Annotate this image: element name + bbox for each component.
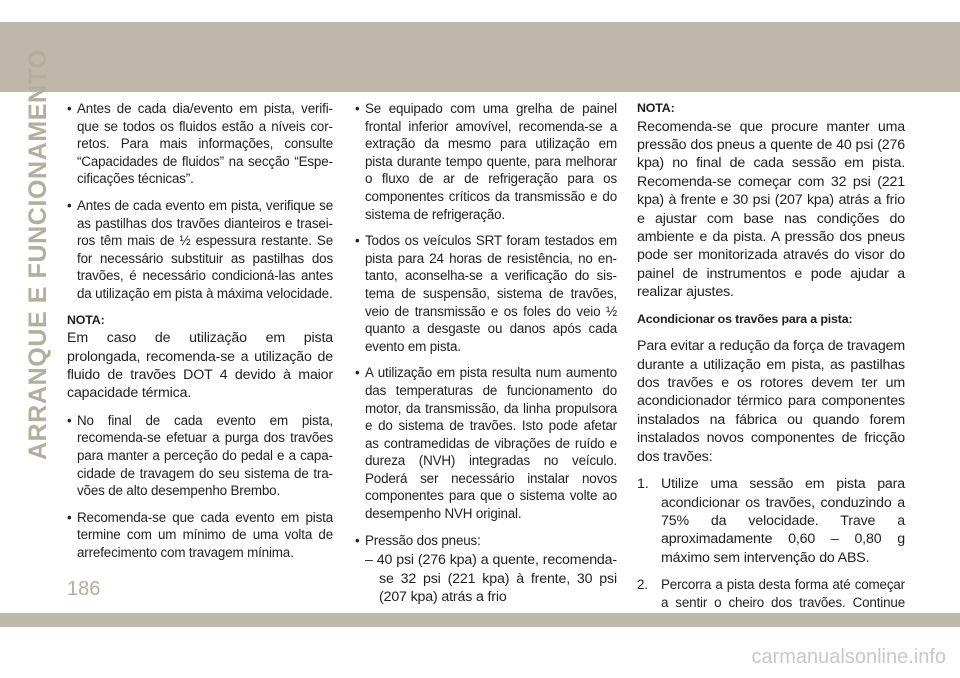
bullet-item: • A utilização em pista resulta num aumento das temperaturas de funcionamento do motor, da transmissão, da linha propulsora e do sistema de travões. Isto pode afetar as contramedidas de vibrações de ruído e dureza (NVH) integradas no veículo. Poderá ser necessário instalar novos componentes para que o sistema volte ao desempenho NVH original. [355,365,617,522]
bullet-item: • Antes de cada evento em pista, verifique se as pastilhas dos travões dianteiros e traseiros têm mais de ½ espessura restante. Se for necessário substituir as pastilhas dos travões, é necessário condicioná-las antes da utilização em pista à máxima velocidade. [67,197,333,301]
note-title: NOTA: [67,312,105,327]
bullet-item: • No final de cada evento em pista, recomenda-se efetuar a purga dos travões para manter a perceção do pedal e a capacidade de travagem do seu sistema de travões de alto desempenho Brembo. [67,412,333,499]
note-text: Recomenda-se que procure manter uma pressão dos pneus a quente de 40 psi (276 kpa) no final de cada sessão em pista. Recomenda-se começar com 32 psi (221 kpa) à frente e 30 psi (207 kpa) atrás a frio e ajustar com base nas condições do ambiente e da pista. A pressão dos pneus pode ser monitorizada através do visor do painel de instrumentos e pode ajudar a realizar ajustes. [637,118,905,301]
intro-text: Para evitar a redução da força de travagem durante a utilização em pista, as pastilhas dos travões e os rotores devem ter um acondicionador térmico para componentes instalados na fábrica ou quando forem instalados novos componentes de fricção dos travões: [637,338,905,465]
bullet-item: • Antes de cada dia/evento em pista, verifique se todos os fluidos estão a níveis corretos. Para mais informações, consulte “Capacidades de fluidos” na secção “Especificações técnicas”. [67,101,333,187]
section-side-title: ARRANQUE E FUNCIONAMENTO [24,48,52,460]
footer-band [0,613,960,627]
bullet-item: • Recomenda-se que cada evento em pista termine com um mínimo de uma volta de arrefecimento com travagem mínima. [67,509,333,560]
bullet-item: • Pressão dos pneus: [355,532,481,548]
numbered-item: 1. Utilize uma sessão em pista para acondicionar os travões, conduzindo a 75% da velocidade. Trave a aproximadamente 0,60 – 0,80 g máximo sem intervenção do ABS. [637,476,905,566]
sub-item: – 40 psi (276 kpa) a quente, recomenda-se 32 psi (221 kpa) à frente, 30 psi (207 kpa) atrás a frio [365,552,617,606]
column-2 [355,100,617,615]
watermark-text: carmanualsonline.info [751,646,946,668]
numbered-item: 2. Percorra a pista desta forma até começar a sentir o cheiro dos travões. Continue [637,577,905,610]
header-band [0,22,960,92]
column-3 [637,100,905,638]
bullet-item: • Se equipado com uma grelha de painel frontal inferior amovível, recomenda-se a extração da mesmo para utilização em pista durante tempo quente, para melhorar o fluxo de ar de refrigeração para os componentes críticos da transmissão e do sistema de refrigeração. [355,101,617,222]
bullet-item: • Todos os veículos SRT foram testados em pista para 24 horas de resistência, no entanto, aconselha-se a verificação do sistema de suspensão, sistema de travões, veio de transmissão e os foles do veio ½ quanto a desgaste ou danos após cada evento em pista. [355,233,617,354]
page-number: 186 [67,578,101,600]
column-1 [67,100,333,571]
section-heading: Acondicionar os travões para a pista: [637,311,853,326]
note-text: Em caso de utilização em pista prolongada, recomenda-se a utilização de fluido de travões DOT 4 devido à maior capacidade térmica. [67,330,333,402]
note-title: NOTA: [637,101,675,115]
top-margin [0,0,960,22]
